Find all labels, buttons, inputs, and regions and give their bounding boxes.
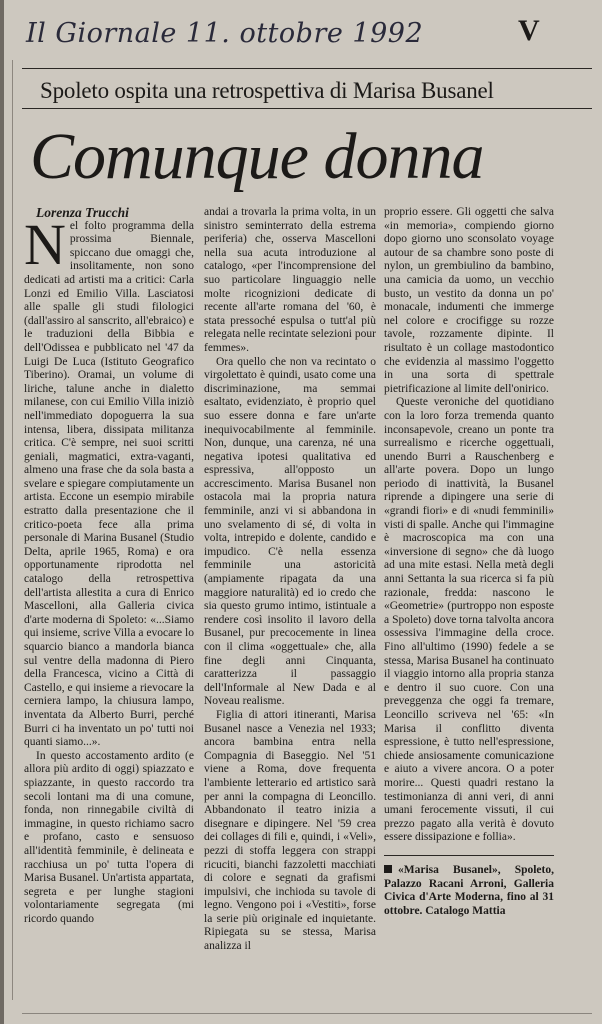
page-edge	[0, 0, 4, 1024]
bullet-square-icon	[384, 865, 392, 873]
footer-rule	[22, 1013, 592, 1014]
kicker: Spoleto ospita una retrospettiva di Marisa Busanel	[40, 78, 494, 103]
article-column-1	[24, 206, 194, 926]
kicker-rule	[22, 108, 592, 109]
exhibition-info: «Marisa Busanel», Spoleto, Palazzo Racani Arroni, Galleria Civica d'Arte Moderna, fino al 31 ottobre. Catalogo Mattia	[384, 863, 554, 917]
section-letter: V	[518, 14, 540, 47]
exhibition-info-box	[384, 855, 554, 918]
article-paragraph: andai a trovarla la prima volta, in un sinistro seminterrato della estrema periferia) che, osserva Mascelloni nella sua acuta introduzione al catalogo, «per l'incomprensione del suo particolare linguaggio nelle molte ricognizioni dedicate di recente all'arte romana del '60, è stata pressoché espulsa o tutt'al più relegata nelle recintate selezioni pour femmes».	[204, 206, 376, 354]
handwritten-annotation: Il Giornale 11. ottobre 1992	[26, 18, 424, 49]
drop-cap: N	[24, 211, 66, 277]
byline: Lorenza Trucchi	[36, 205, 129, 220]
article-paragraph: Figlia di attori itineranti, Marisa Busanel nasce a Venezia nel 1933; ancora bambina entra nella Compagnia di Baseggio. Nel '51 viene a Roma, dove frequenta l'ambiente letterario ed artistico sarà per anni la compagna di Leoncillo. Abbandonato il teatro inizia a disegnare e dipingere. Nel '59 crea dei collages di fili e, quindi, i «Veli», pezzi di stoffa leggera con strappi ricuciti, bianchi fazzoletti macchiati di colore e segnati da grafismi impulsivi, che inchioda su tavole di legno. Vengono poi i «Vestiti», forse la serie più originale ed inquietante. Ripiegata su se stessa, Marisa analizza il	[204, 708, 376, 953]
article-column-2	[204, 206, 376, 954]
article-column-3	[384, 206, 554, 918]
article-paragraph: Ora quello che non va recintato o virgolettato è quindi, usato come una discriminazione, ma semmai esaltato, evidenziato, è proprio quel suo essere donna e fare un'arte inequivocabilmente al femminile. Non, dunque, una carenza, né una negativa ipotesi qualitativa ed espressiva, all'opposto un accrescimento. Marisa Busanel non ostacola mai la propria natura femminile, anzi vi si abbandona in uno svelamento di sé, di volta in volta, intrepido e dolente, candido e impudico. C'è nella essenza femminile una astoricità (ampiamente ripagata da una maggiore naturalità) ed io credo che sia questo grumo intimo, istintuale a rendere così insolito il lavoro della Busanel, pur precocemente in linea con il clima «oggettuale» che, alla fine degli anni Cinquanta, caratterizza il passaggio dell'Informale al New Dada e al Noveau realisme.	[204, 355, 376, 708]
article-paragraph: proprio essere. Gli oggetti che salva «in memoria», compiendo giorno dopo giorno uno sconsolato voyage autour de sa chambre sono poste di nylon, un grembiulino da bambino, una camicia da uomo, un vecchio busto, un vestito da donna un po' monacale, indumenti che immerge nel colore e crocifigge su rozze tavole, rozzamente dipinte. Il risultato è un collage mastodontico che evidenzia al massimo l'oggetto in una sorta di spettrale pietrificazione al limite dell'onirico.	[384, 206, 554, 395]
article-paragraph: Nel folto programma della prossima Biennale, spiccano due omaggi che, insolitamente, non sono dedicati ad artisti ma a critici: Carla Lonzi ed Emilio Villa. Lasciatosi alle spalle gli studi filologici (dall'assiro al sanscrito, all'ebraico) e le traduzioni della Bibbia e dell'Odissea e pubblicato nel '47 da Luigi De Luca (Istituto Geografico Tiberino). Oramai, un volume di liriche, talune anche in dialetto milanese, con cui Emilio Villa iniziò nell'immediato dopoguerra la sua intensa, libera, dissipata militanza critica. C'è sempre, nei suoi scritti geniali, magmatici, extra-vaganti, almeno una frase che da sola basta a svelare e spiegare compiutamente un artista. Eccone un esempio mirabile estratto dalla presentazione che il critico-poeta fece alla prima personale di Marina Busanel (Studio Delta, aprile 1965, Roma) e ora opportunamente riprodotta nel catalogo della retrospettiva dell'artista allestita a cura di Enrico Mascelloni, alla Galleria civica d'arte moderna di Spoleto: «...Siamo qui insieme, scrive Villa a evocare lo squarcio bianco a mandorla bianca sul ventre della madonna di Piero della Francesca, vicino a Città di Castello, e qui insieme a rievocare la cerniera lampo, la chiusura lampo, inventata da Alberto Burri, perché Burri ci ha inventato un po' tutti noi quanti siamo...».	[24, 211, 194, 749]
margin-line	[12, 60, 13, 1000]
headline: Comunque donna	[30, 120, 484, 193]
article-paragraph: In questo accostamento ardito (e allora più ardito di oggi) spiazzato e spiazzante, in questo raccordo tra secoli lontani ma di una comune, fonda, non rinnegabile civiltà di immagine, in questo richiamo sacro e profano, casto e sensuoso all'identità femminile, è delineata e racchiusa un po' tutta l'opera di Marisa Busanel. Un'artista appartata, segreta e per lunghe stagioni volontariamente segregata (mi ricordo quando	[24, 749, 194, 925]
header-rule	[22, 68, 592, 69]
article-paragraph: Queste veroniche del quotidiano con la loro forza tremenda quanto inconsapevole, creano un ponte tra surrealismo e ricerche oggettuali, unendo Burri a Rauschenberg e all'arte povera. Dopo un lungo periodo di inattività, la Busanel riprende a dipingere una serie di «grandi fiori» e di «nudi femminili» visti di spalle. Anche qui l'immagine è macroscopica ma con una «inversione di segno» che dà luogo ad una mite estasi. Nella metà degli anni Settanta la sua ricerca si fa più razionale, fredda: nascono le «Geometrie» (purtroppo non esposte a Spoleto) dove torna talvolta ancora ossessiva l'immagine della croce. Fino all'ultimo (1990) fedele a se stessa, Marisa Busanel ha continuato il viaggio intorno alla propria stanza e dentro il suo cuore. Con una preveggenza che oggi fa tremare, Leoncillo scriveva nel '65: «In Marisa il conflitto diventa espressione, è tutto nell'espressione, chiede ansiosamente comunicazione e aiuto a vivere ancora. O a poter morire... Questi quadri restano la testimonianza di anni veri, di anni umani ferocemente vissuti, il cui prezzo pagato alla verità è dovuto essere dissipazione e follia».	[384, 396, 554, 844]
